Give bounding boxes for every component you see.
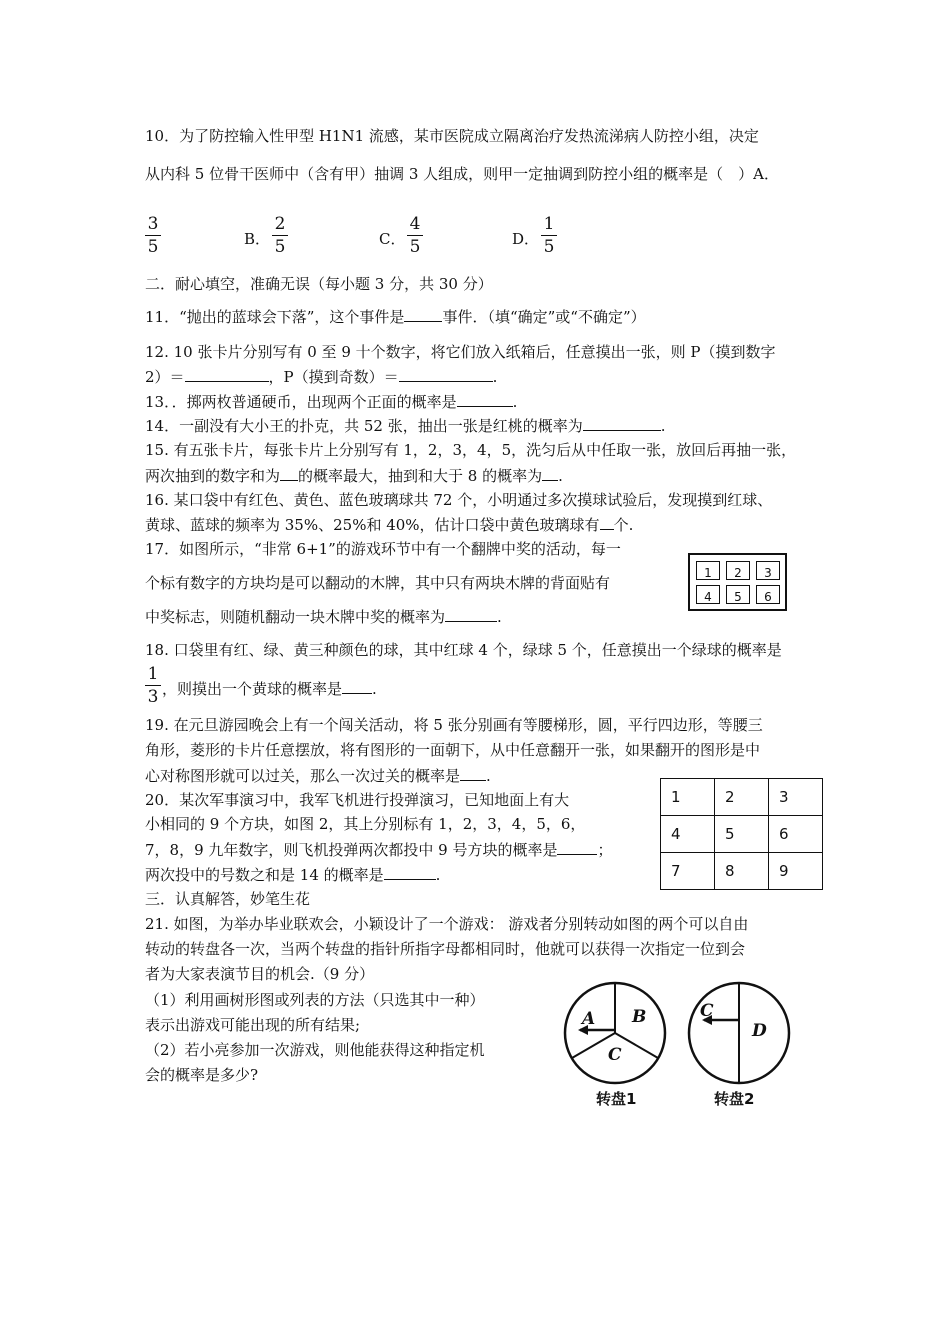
q15-line1: 15. 有五张卡片，每张卡片上分别写有 1，2，3，4，5，洗匀后从中任取一张，放回后再抽一张， (145, 441, 797, 459)
q18-blank[interactable] (342, 678, 372, 694)
card-3: 3 (756, 561, 780, 580)
spinner-1-figure (560, 978, 670, 1088)
q11-text-a: 11．“抛出的蓝球会下落”，这个事件是 (145, 308, 405, 326)
grid-cell: 3 (769, 779, 823, 816)
grid-cell: 1 (661, 779, 715, 816)
q20-line3 (145, 839, 613, 860)
q20-blank-1[interactable] (557, 839, 597, 855)
denominator: 5 (147, 237, 159, 257)
q11-blank[interactable] (404, 306, 442, 322)
q10-option-c-fraction (407, 214, 423, 257)
q17-text-a: 中奖标志，则随机翻动一块木牌中奖的概率为 (145, 608, 446, 626)
q16-line1: 16. 某口袋中有红色、黄色、蓝色玻璃球共 72 个，小明通过多次摸球试验后，发现摸到红球、 (145, 491, 773, 509)
q12-line1: 12. 10 张卡片分别写有 0 至 9 十个数字，将它们放入纸箱后，任意摸出一张，则 P（摸到数字 (145, 343, 776, 361)
denominator: 5 (274, 237, 286, 257)
numerator: 1 (147, 664, 159, 684)
q18-line2 (162, 678, 377, 699)
q10-option-d-fraction (541, 214, 557, 257)
q17-line3 (145, 606, 502, 627)
card-6: 6 (756, 585, 780, 604)
q20-line2: 小相同的 9 个方块，如图 2，其上分别标有 1，2，3，4，5，6， (145, 815, 586, 833)
grid-cell: 8 (715, 853, 769, 890)
q12-text-b: ，P（摸到奇数）＝ (268, 368, 399, 386)
q14-blank[interactable] (583, 415, 661, 431)
q20-line1: 20．某次军事演习中，我军飞机进行投弹演习，已知地面上有大 (145, 791, 570, 809)
q15-text-a: 两次抽到的数字和为 (145, 467, 281, 485)
q14-text-a: 14．一副没有大小王的扑克，共 52 张，抽出一张是红桃的概率为 (145, 417, 583, 435)
denominator: 5 (409, 237, 421, 257)
q10-option-d-label: D． (512, 230, 540, 248)
q15-text-b: 的概率最大，抽到和大于 8 的概率为 (298, 467, 543, 485)
q19-line3 (145, 765, 491, 786)
denominator: 5 (543, 237, 555, 257)
q12-line2 (145, 366, 497, 387)
q19-blank[interactable] (460, 765, 486, 781)
q14-text-b: . (660, 417, 666, 435)
card-board-figure (688, 553, 787, 611)
spinner-2-caption: 转盘2 (714, 1090, 755, 1108)
q20-text-b: ； (597, 841, 613, 859)
q17-line2: 个标有数字的方块均是可以翻动的木牌，其中只有两块木牌的背面贴有 (145, 574, 611, 592)
card-5: 5 (726, 585, 750, 604)
q12-blank-1[interactable] (185, 366, 269, 382)
q10-option-b-label: B． (244, 230, 271, 248)
q19-line2: 角形，菱形的卡片任意摆放，将有图形的一面朝下，从中任意翻开一张，如果翻开的图形是中 (145, 741, 761, 759)
spinner-2-label-d: D (752, 1021, 767, 1041)
grid-cell: 6 (769, 816, 823, 853)
q20-text-c: 两次投中的号数之和是 14 的概率是 (145, 866, 384, 884)
spinner-1-label-c: C (608, 1045, 622, 1065)
q20-line4 (145, 864, 440, 885)
q15-line2 (145, 465, 563, 486)
denominator: 3 (147, 687, 159, 707)
q10-option-c-label: C． (379, 230, 406, 248)
q10-line2: 从内科 5 位骨干医师中（含有甲）抽调 3 人组成，则甲一定抽调到防控小组的概率是（ ）A． (145, 165, 779, 183)
numerator: 4 (409, 214, 421, 234)
q15-blank-1[interactable] (280, 465, 298, 481)
q20-text-a: 7，8，9 九年数字，则飞机投弹两次都投中 9 号方块的概率是 (145, 841, 558, 859)
q12-text-a: 2）＝ (145, 368, 185, 386)
q11 (145, 306, 646, 327)
q11-text-b: 事件．（填“确定”或“不确定”） (442, 308, 646, 326)
q16-blank[interactable] (600, 514, 614, 530)
card-4: 4 (696, 585, 720, 604)
q21-part2-line1: （2）若小亮参加一次游戏，则他能获得这种指定机 (145, 1041, 485, 1059)
q18-text-b: . (372, 680, 377, 698)
q21-part1-line2: 表示出游戏可能出现的所有结果; (145, 1016, 361, 1034)
q17-line1: 17．如图所示，“非常 6+1”的游戏环节中有一个翻牌中奖的活动，每一 (145, 540, 621, 558)
q16-text-a: 黄球、蓝球的频率为 35%、25%和 40%，估计口袋中黄色玻璃球有 (145, 516, 600, 534)
q21-line1: 21. 如图，为举办毕业联欢会，小颖设计了一个游戏： 游戏者分别转动如图的两个可以自由 (145, 915, 749, 933)
q16-line2 (145, 514, 633, 535)
q21-part2-line2: 会的概率是多少? (145, 1066, 259, 1084)
q20-blank-2[interactable] (384, 864, 436, 880)
q21-line3: 者为大家表演节目的机会.（9 分） (145, 965, 375, 983)
q19-text-b: . (486, 767, 491, 785)
q10-option-a-fraction (145, 214, 161, 257)
section-3-heading: 三．认真解答，妙笔生花 (145, 890, 311, 908)
q14 (145, 415, 666, 436)
q13 (145, 391, 517, 412)
grid-cell: 5 (715, 816, 769, 853)
spinner-1-label-a: A (582, 1009, 596, 1029)
q20-text-d: . (435, 866, 441, 884)
q21-line2: 转动的转盘各一次，当两个转盘的指针所指字母都相同时，他就可以获得一次指定一位到会 (145, 940, 746, 958)
q13-text-a: 13．．掷两枚普通硬币，出现两个正面的概率是 (145, 393, 457, 411)
q18-fraction (145, 664, 161, 707)
grid-cell: 7 (661, 853, 715, 890)
q12-text-c: . (492, 368, 498, 386)
spinner-1-caption: 转盘1 (596, 1090, 637, 1108)
card-2: 2 (726, 561, 750, 580)
q15-text-c: . (558, 467, 563, 485)
section-2-heading: 二．耐心填空，准确无误（每小题 3 分，共 30 分） (145, 275, 493, 293)
grid-cell: 4 (661, 816, 715, 853)
card-1: 1 (696, 561, 720, 580)
numerator: 2 (274, 214, 286, 234)
grid-cell: 9 (769, 853, 823, 890)
spinner-1-label-b: B (632, 1007, 647, 1027)
q12-blank-2[interactable] (399, 366, 493, 382)
q18-line1: 18. 口袋里有红、绿、黄三种颜色的球，其中红球 4 个，绿球 5 个，任意摸出一个绿球的概率是 (145, 641, 782, 659)
number-grid-figure (660, 778, 823, 890)
q10-option-b-fraction (272, 214, 288, 257)
q13-text-b: . (512, 393, 518, 411)
q19-line1: 19. 在元旦游园晚会上有一个闯关活动，将 5 张分别画有等腰梯形，圆，平行四边形，等腰三 (145, 716, 763, 734)
spinner-2-figure (684, 978, 794, 1088)
spinner-2-label-c: C (700, 1001, 714, 1021)
q21-part1-line1: （1）利用画树形图或列表的方法（只选其中一种） (145, 991, 485, 1009)
q16-text-b: 个. (613, 516, 634, 534)
q13-blank[interactable] (457, 391, 513, 407)
q17-blank[interactable] (445, 606, 497, 622)
q18-text-a: ，则摸出一个黄球的概率是 (162, 680, 343, 698)
numerator: 1 (543, 214, 555, 234)
q17-text-b: . (497, 608, 502, 626)
grid-cell: 2 (715, 779, 769, 816)
q19-text-a: 心对称图形就可以过关，那么一次过关的概率是 (145, 767, 461, 785)
numerator: 3 (147, 214, 159, 234)
q15-blank-2[interactable] (542, 465, 558, 481)
q10-line1: 10．为了防控输入性甲型 H1N1 流感，某市医院成立隔离治疗发热流涕病人防控小组，决定 (145, 127, 759, 145)
